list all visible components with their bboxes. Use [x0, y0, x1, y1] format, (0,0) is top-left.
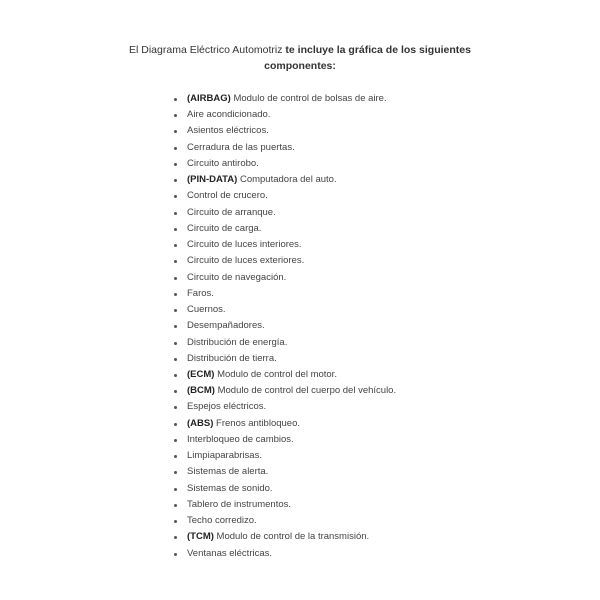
list-item	[171, 123, 491, 139]
list-item	[171, 188, 491, 204]
bullet-icon	[174, 455, 177, 458]
bullet-icon	[174, 390, 177, 393]
list-item	[171, 140, 491, 156]
bullet-icon	[174, 488, 177, 491]
list-item	[171, 481, 491, 497]
list-item	[171, 91, 491, 107]
component-description: Sistemas de sonido.	[187, 482, 273, 494]
list-item	[171, 302, 491, 318]
list-item	[171, 448, 491, 464]
bullet-icon	[174, 342, 177, 345]
bullet-icon	[174, 98, 177, 101]
list-item	[171, 416, 491, 432]
list-item	[171, 318, 491, 334]
list-item	[171, 172, 491, 188]
intro-prefix: El Diagrama Eléctrico Automotriz	[129, 44, 286, 56]
component-abbreviation: (BCM)	[187, 385, 215, 397]
component-description: Ventanas eléctricas.	[187, 547, 273, 559]
component-description: Circuito de navegación.	[187, 271, 287, 283]
component-description: Circuito de luces exteriores.	[187, 255, 305, 267]
list-item	[171, 205, 491, 221]
list-item	[171, 464, 491, 480]
component-description: Cerradura de las puertas.	[187, 141, 295, 153]
bullet-icon	[174, 374, 177, 377]
list-item	[171, 367, 491, 383]
component-description: Circuito de luces interiores.	[187, 239, 302, 251]
list-item	[171, 399, 491, 415]
list-item	[171, 497, 491, 513]
component-description: Circuito de arranque.	[187, 206, 276, 218]
component-description: Faros.	[187, 287, 214, 299]
bullet-icon	[174, 536, 177, 539]
list-item	[171, 156, 491, 172]
component-abbreviation: (ECM)	[187, 368, 215, 380]
component-description: Tablero de instrumentos.	[187, 498, 292, 510]
bullet-icon	[174, 471, 177, 474]
bullet-icon	[174, 130, 177, 133]
component-description: Circuito de carga.	[187, 222, 262, 234]
list-item	[171, 529, 491, 545]
component-description: Modulo de control de bolsas de aire.	[230, 93, 387, 104]
list-item	[171, 286, 491, 302]
bullet-icon	[174, 163, 177, 166]
bullet-icon	[174, 439, 177, 442]
bullet-icon	[174, 520, 177, 523]
list-item	[171, 432, 491, 448]
component-description: Modulo de control de la transmisión.	[213, 531, 370, 543]
component-description: Espejos eléctricos.	[187, 401, 267, 413]
component-description: Computadora del auto.	[237, 174, 337, 186]
bullet-icon	[174, 423, 177, 426]
bullet-icon	[174, 147, 177, 150]
bullet-icon	[174, 309, 177, 312]
bullet-icon	[174, 277, 177, 280]
intro-paragraph	[110, 42, 490, 74]
list-item	[171, 383, 491, 399]
list-item	[171, 513, 491, 529]
list-item	[171, 107, 491, 123]
component-description: Circuito antirobo.	[187, 157, 259, 169]
bullet-icon	[174, 179, 177, 182]
list-item	[171, 546, 491, 562]
component-description: Distribución de energía.	[187, 336, 288, 348]
list-item	[171, 351, 491, 367]
list-item	[171, 270, 491, 286]
bullet-icon	[174, 293, 177, 296]
component-description: Limpiaparabrisas.	[187, 450, 262, 462]
bullet-icon	[174, 228, 177, 231]
component-description: Control de crucero.	[187, 190, 268, 202]
component-description: Interbloqueo de cambios.	[187, 433, 294, 445]
component-description: Frenos antibloqueo.	[213, 417, 301, 429]
component-description: Modulo de control del cuerpo del vehículo.	[214, 385, 397, 397]
bullet-icon	[174, 325, 177, 328]
component-description: Aire acondicionado.	[187, 109, 271, 121]
component-list	[171, 91, 491, 562]
bullet-icon	[174, 212, 177, 215]
bullet-icon	[174, 260, 177, 263]
bullet-icon	[174, 244, 177, 247]
bullet-icon	[174, 504, 177, 507]
bullet-icon	[174, 358, 177, 361]
list-item	[171, 221, 491, 237]
component-description: Desempañadores.	[187, 320, 265, 332]
component-description: Distribución de tierra.	[187, 352, 277, 364]
component-abbreviation: (ABS)	[187, 417, 214, 429]
component-abbreviation: (PIN-DATA)	[187, 174, 238, 186]
component-description: Cuernos.	[187, 304, 226, 316]
bullet-icon	[174, 406, 177, 409]
component-abbreviation: (AIRBAG)	[187, 93, 231, 104]
component-description: Modulo de control del motor.	[214, 368, 337, 380]
bullet-icon	[174, 195, 177, 198]
bullet-icon	[174, 553, 177, 556]
component-description: Techo corredizo.	[187, 515, 257, 527]
list-item	[171, 335, 491, 351]
bullet-icon	[174, 114, 177, 117]
intro-bold-text: te incluye la gráfica de los siguientes componentes:	[264, 44, 471, 72]
list-item	[171, 253, 491, 269]
component-description: Asientos eléctricos.	[187, 125, 269, 137]
list-item	[171, 237, 491, 253]
component-abbreviation: (TCM)	[187, 531, 214, 543]
component-description: Sistemas de alerta.	[187, 466, 269, 478]
